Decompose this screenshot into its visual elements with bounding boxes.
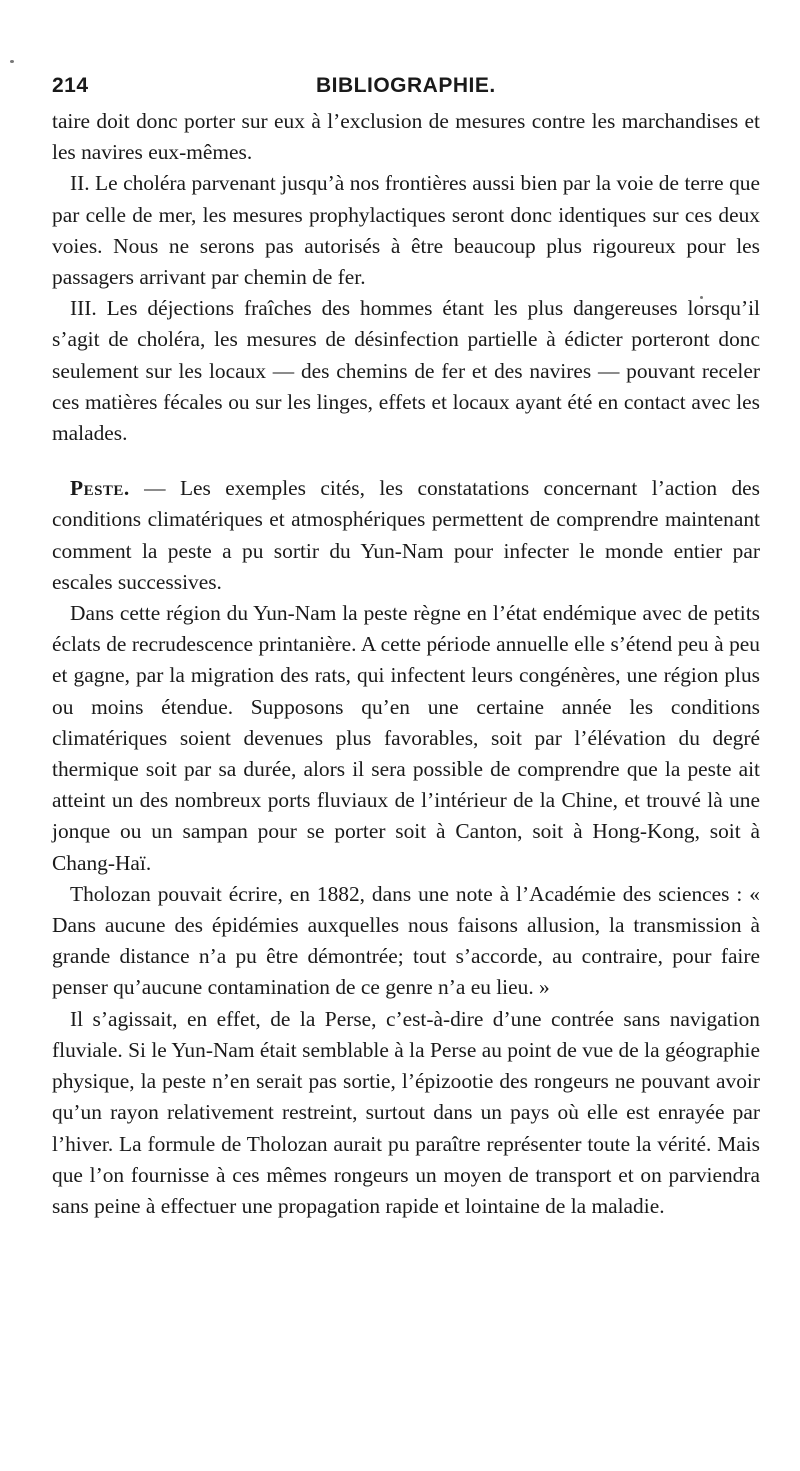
peste-intro-text: — Les exemples cités, les constatations concernant l’action des conditions climatériques et atmosphériques permettent de comprendre maintenant comment la peste a pu sortir du Yun-Nam pour infecter le monde entier par escales successives.	[52, 476, 760, 594]
paragraph-tholozan-quote: Tholozan pouvait écrire, en 1882, dans une note à l’Académie des sciences : « Dans aucune des épidémies auxquelles nous faisons allusion, la transmission à grande distance n’a pu être démontrée; tout s’accorde, au contraire, pour faire penser qu’aucune contamination de ce genre n’a eu lieu. »	[52, 881, 760, 1000]
paragraph-peste	[52, 473, 760, 598]
page-number: 214	[52, 74, 89, 97]
section-title-peste: Peste.	[70, 476, 130, 501]
paragraph-perse: Il s’agissait, en effet, de la Perse, c’est-à-dire d’une contrée sans navigation fluviale. Si le Yun-Nam était semblable à la Perse au point de vue de la géographie physique, la peste n’en serait pas sortie, l’épizootie des rongeurs ne pouvant avoir qu’un rayon relativement restreint, surtout dans un pays où elle est enrayée par l’hiver. La formule de Tholozan aurait pu paraître représenter toute la vérité. Mais que l’on fournisse à ces mêmes rongeurs un moyen de transport et on parviendra sans peine à effectuer une propagation rapide et lointaine de la maladie.	[52, 1006, 760, 1218]
scan-speck	[10, 60, 14, 63]
running-title: BIBLIOGRAPHIE.	[316, 74, 496, 97]
body-text	[52, 106, 760, 1222]
paragraph-point-three: III. Les déjections fraîches des hommes étant les plus dangereuses lorsqu’il s’agit de choléra, les mesures de désinfection partielle à édicter porteront donc seulement sur les locaux — des chemins de fer et des navires — pouvant receler ces matières fécales ou sur les linges, effets et locaux ayant été en contact avec les malades.	[52, 296, 760, 446]
paragraph-point-two: II. Le choléra parvenant jusqu’à nos frontières aussi bien par la voie de terre que par celle de mer, les mesures prophylactiques seront donc identiques sur ces deux voies. Nous ne serons pas autorisés à être beaucoup plus rigoureux pour les passagers arrivant par chemin de fer.	[52, 171, 760, 290]
book-page	[52, 72, 760, 1222]
paragraph-continuation: taire doit donc porter sur eux à l’exclusion de mesures contre les marchandises et les navires eux-mêmes.	[52, 109, 760, 165]
paragraph-yun-nam: Dans cette région du Yun-Nam la peste règne en l’état endémique avec de petits éclats de recrudescence printanière. A cette période annuelle elle s’étend peu à peu et gagne, par la migration des rats, qui infectent leurs congénères, une région plus ou moins étendue. Supposons qu’en une certaine année les conditions climatériques soient devenues plus favorables, soit par l’élévation du degré thermique soit par sa durée, alors il sera possible de comprendre que la peste ait atteint un des nombreux ports fluviaux de l’intérieur de la Chine, et trouvé là une jonque ou un sampan pour se porter soit à Canton, soit à Hong-Kong, soit à Chang-Haï.	[52, 601, 760, 875]
running-head	[52, 72, 760, 106]
